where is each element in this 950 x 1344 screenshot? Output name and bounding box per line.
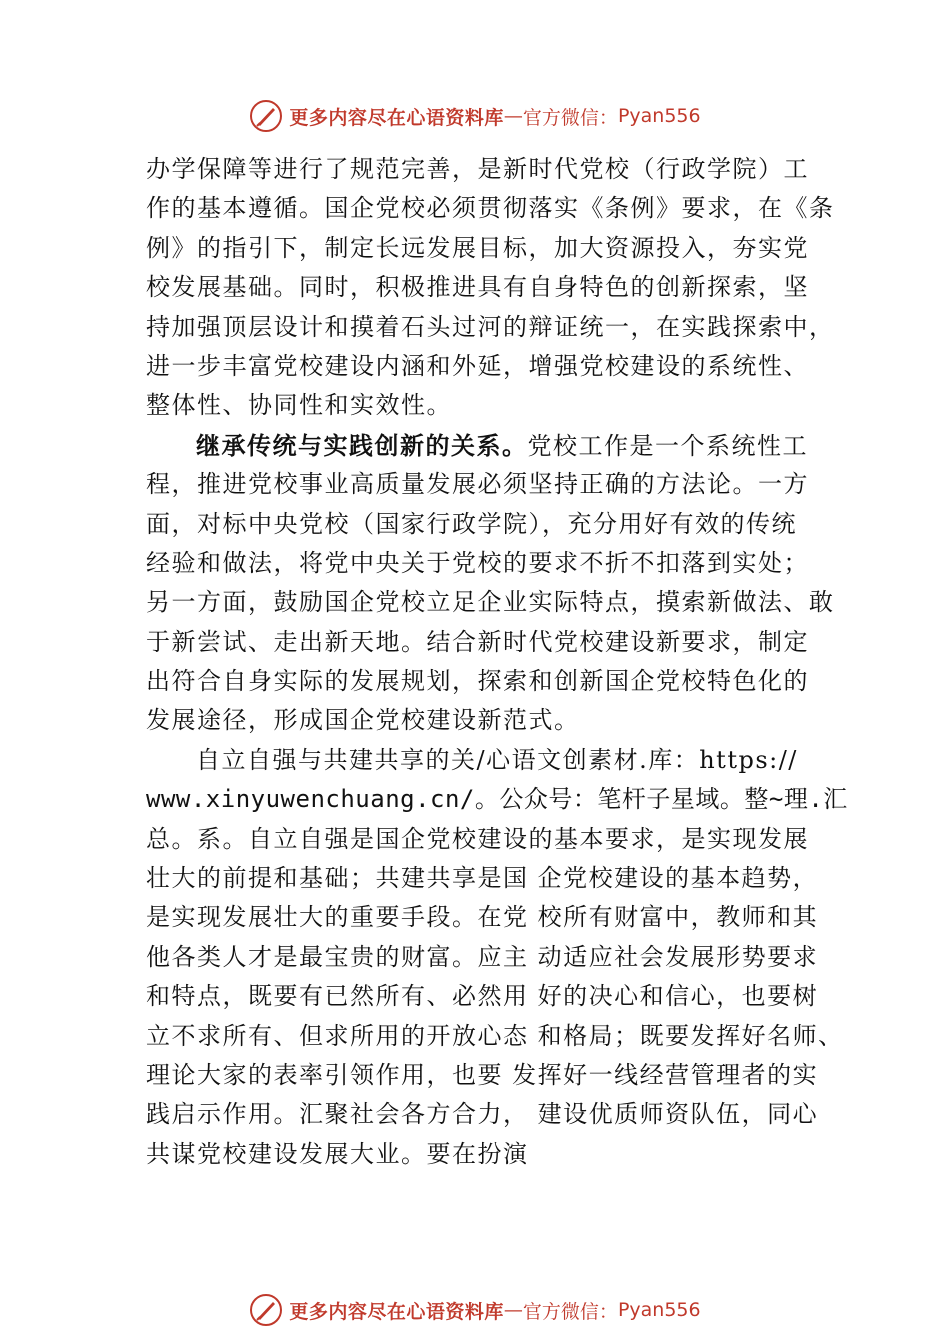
- footer-dash: —: [503, 1299, 523, 1321]
- text-span: 党校工作是一个系统性工: [527, 431, 808, 460]
- footer-title: 更多内容尽在心语资料库: [289, 1300, 504, 1323]
- text-line: 作的基本遵循。国企党校必须贯彻落实《条例》要求，在《条: [146, 194, 835, 223]
- footer-account: Pyan556: [617, 1299, 701, 1321]
- text-line: 持加强顶层设计和摸着石头过河的辩证统一，在实践探索中，: [146, 312, 835, 341]
- text-line: 出符合自身实际的发展规划，探索和创新国企党校特色化的: [146, 667, 809, 696]
- text-line: 进一步丰富党校建设内涵和外延，增强党校建设的系统性、: [146, 351, 809, 380]
- text-line: 立不求所有、但求所用的开放心态 和格局；既要发挥好名师、: [146, 1021, 844, 1050]
- text-line: 校发展基础。同时，积极推进具有自身特色的创新探索，坚: [146, 273, 809, 302]
- text-line: 理论大家的表率引领作用，也要 发挥好一线经营管理者的实: [146, 1060, 819, 1089]
- text-line: 例》的指引下，制定长远发展目标，加大资源投入，夯实党: [146, 233, 809, 262]
- text-line: 另一方面，鼓励国企党校立足企业实际特点，摸索新做法、敢: [146, 588, 835, 617]
- text-line: 他各类人才是最宝贵的财富。应主 动适应社会发展形势要求: [146, 942, 819, 971]
- header-subtitle: 官方微信：: [522, 106, 618, 129]
- section-heading: 继承传统与实践创新的关系。: [196, 430, 528, 460]
- text-line: 整体性、协同性和实效性。: [146, 391, 452, 420]
- paragraph-1: [146, 150, 846, 426]
- paragraph-2: [146, 426, 846, 741]
- header-title: 更多内容尽在心语资料库: [289, 106, 504, 129]
- text-line: 共谋党校建设发展大业。要在扮演: [146, 1139, 529, 1168]
- text-line: 发展途径，形成国企党校建设新范式。: [146, 706, 580, 735]
- footer-banner: [0, 1290, 950, 1330]
- paragraph-3: [146, 741, 846, 1174]
- text-line: 办学保障等进行了规范完善，是新时代党校（行政学院）工: [146, 155, 809, 183]
- text-line: 践启示作用。汇聚社会各方合力， 建设优质师资队伍，同心: [146, 1100, 819, 1129]
- url-line: www.xinyuwenchuang.cn/。公众号：笔杆子星域。整~理.汇: [146, 785, 848, 814]
- text-line: 自立自强与共建共享的关/心语文创素材.库：https://: [196, 745, 798, 774]
- header-banner: [0, 96, 950, 136]
- quill-logo-icon: [249, 99, 283, 133]
- text-line: 于新尝试、走出新天地。结合新时代党校建设新要求，制定: [146, 627, 809, 656]
- header-dash: —: [503, 105, 523, 127]
- document-body: [146, 150, 846, 1174]
- text-line: 是实现发展壮大的重要手段。在党 校所有财富中，教师和其: [146, 903, 819, 932]
- text-line: 经验和做法，将党中央关于党校的要求不折不扣落到实处；: [146, 548, 809, 577]
- text-line: 壮大的前提和基础；共建共享是国 企党校建设的基本趋势，: [146, 864, 819, 893]
- header-account: Pyan556: [617, 105, 701, 127]
- text-line: 总。系。自立自强是国企党校建设的基本要求，是实现发展: [146, 824, 809, 853]
- footer-subtitle: 官方微信：: [522, 1300, 618, 1323]
- text-line: 面，对标中央党校（国家行政学院），充分用好有效的传统: [146, 509, 797, 538]
- text-line: 程，推进党校事业高质量发展必须坚持正确的方法论。一方: [146, 470, 809, 499]
- quill-logo-icon: [249, 1293, 283, 1327]
- text-line: 和特点，既要有已然所有、必然用 好的决心和信心，也要树: [146, 982, 819, 1011]
- text-line: [146, 426, 846, 465]
